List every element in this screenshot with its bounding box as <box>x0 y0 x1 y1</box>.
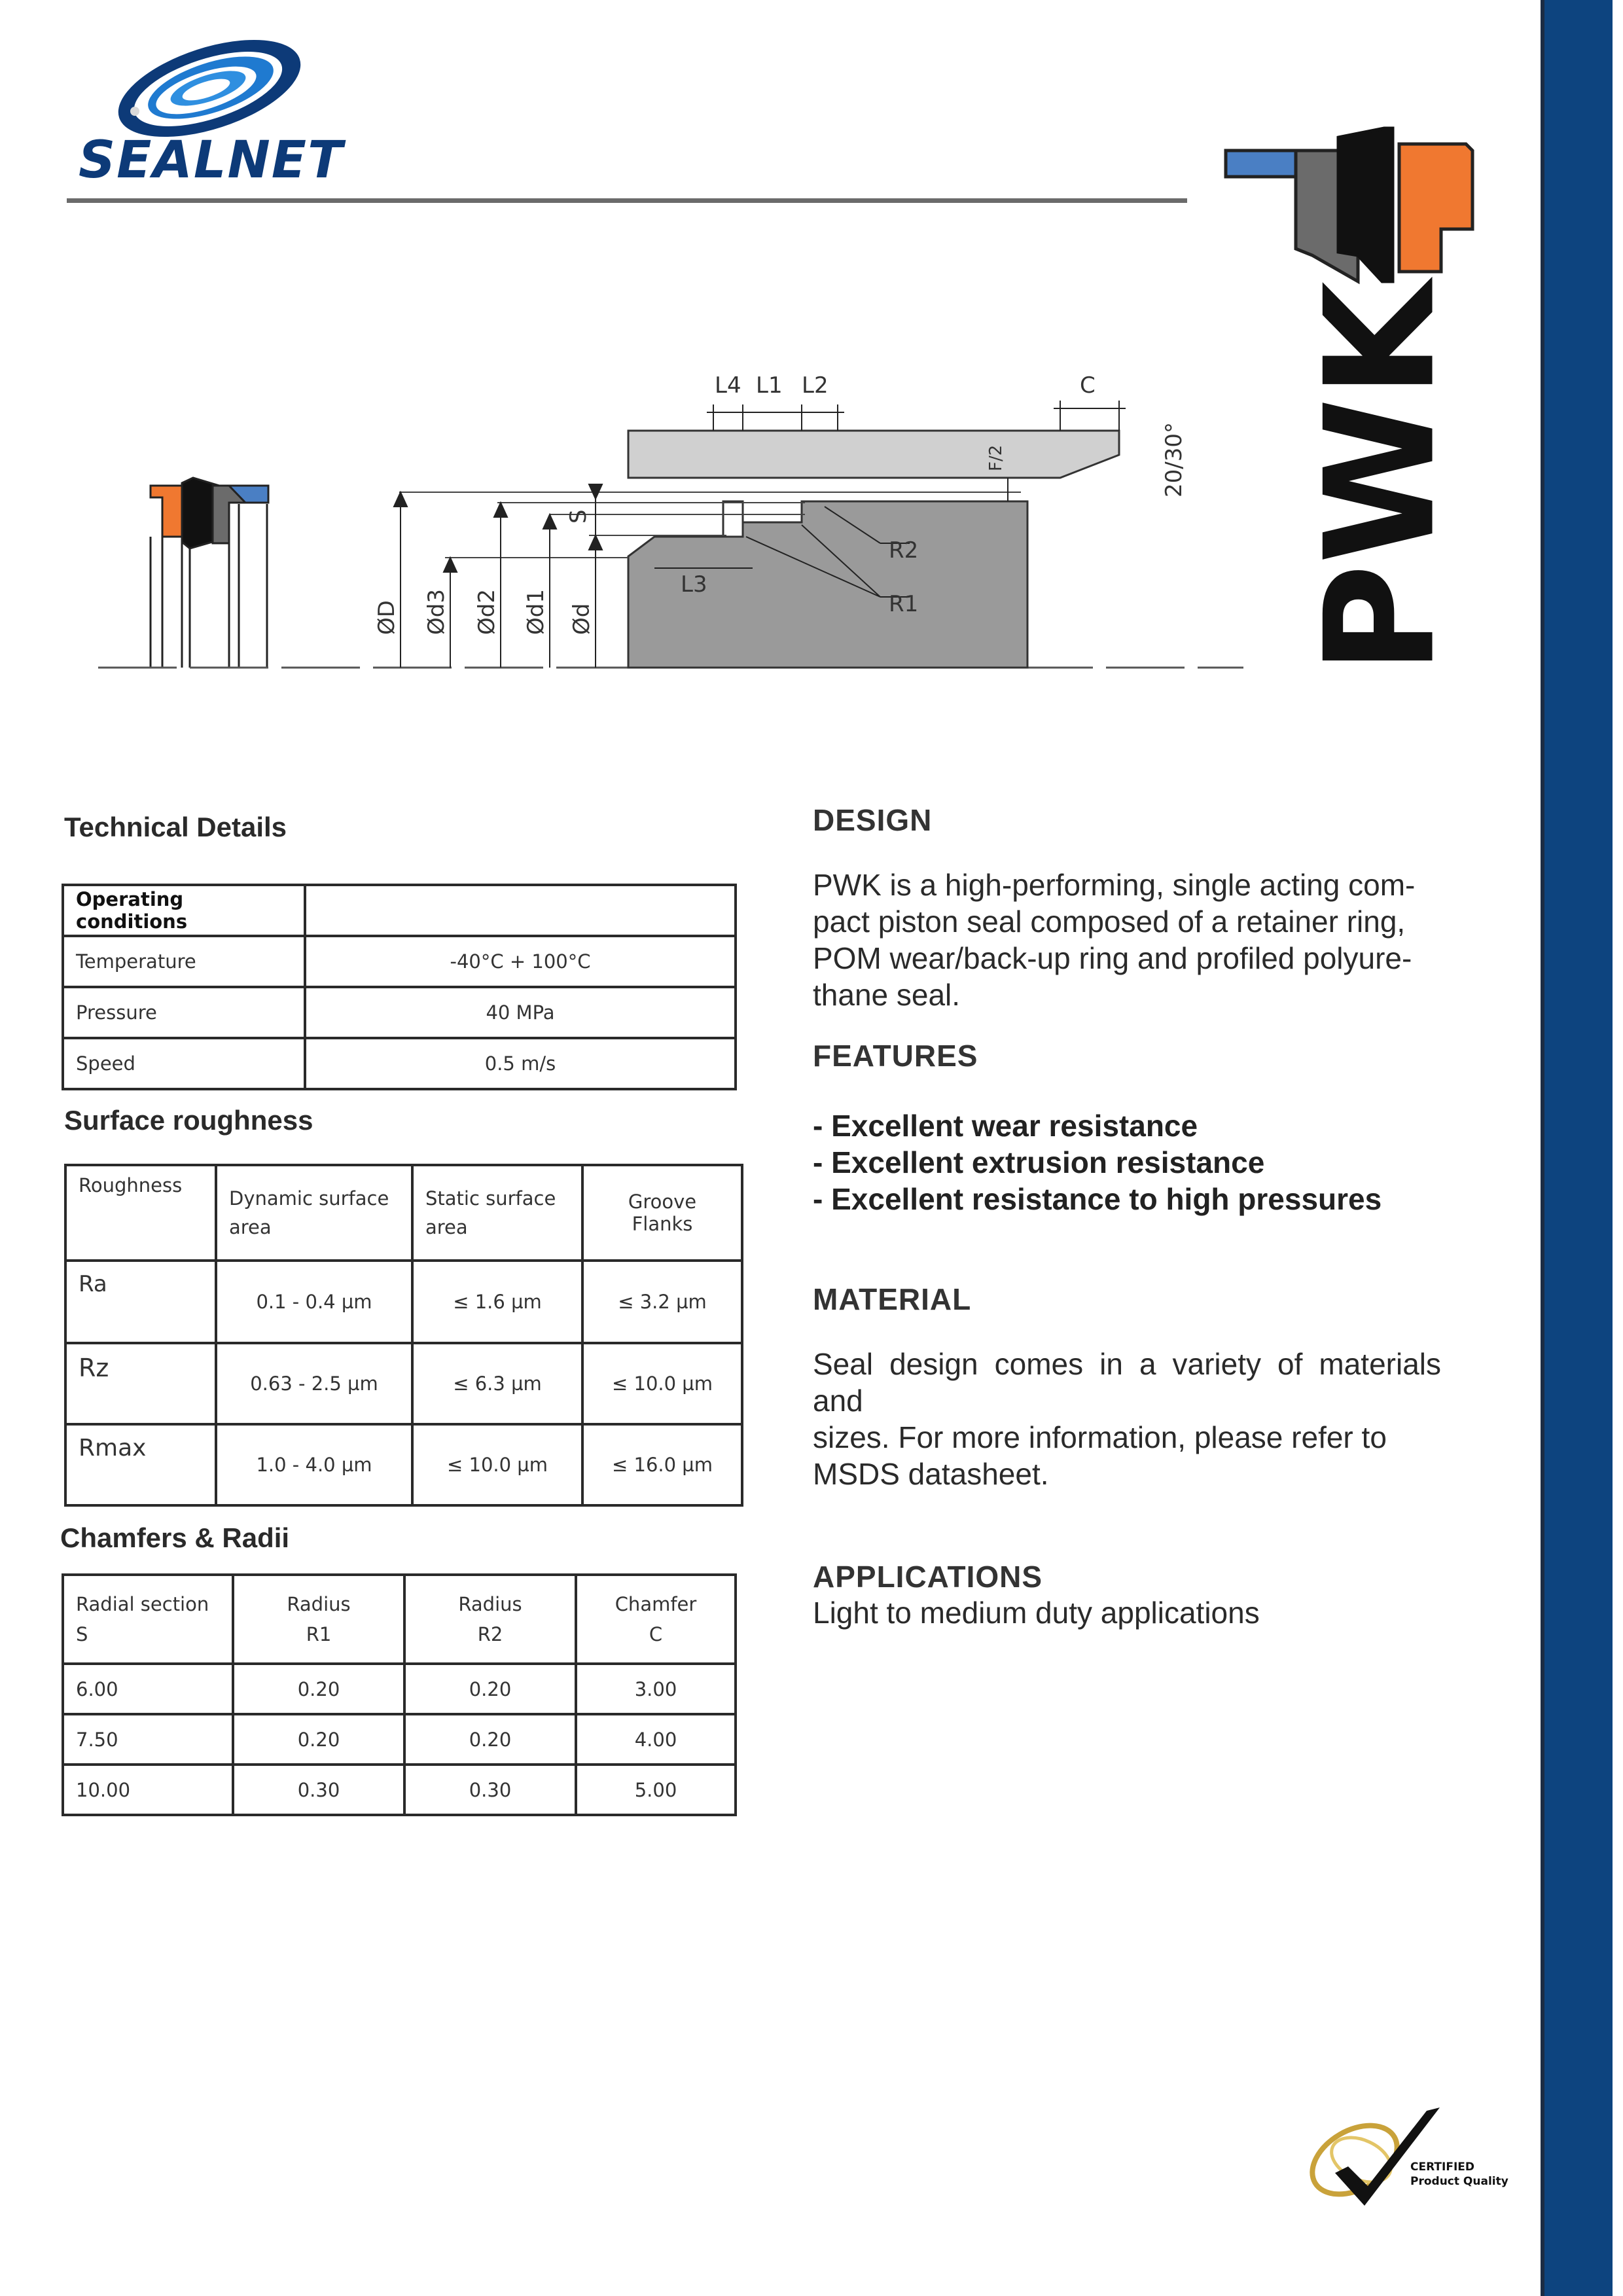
dim-label-l1: L1 <box>756 372 783 399</box>
list-item: - Excellent extrusion resistance <box>813 1145 1265 1179</box>
certified-badge <box>1296 2094 1512 2225</box>
table-row <box>63 1714 736 1765</box>
r1-value: 0.30 <box>233 1765 404 1815</box>
chamfers-table <box>62 1573 737 1816</box>
small-seal-section <box>151 478 268 668</box>
r1-value: 0.20 <box>233 1664 404 1714</box>
temperature-value: -40°C + 100°C <box>305 936 736 987</box>
logo-wordmark: SEALNET <box>79 131 344 190</box>
radial-section-header: Radial section S <box>63 1575 233 1664</box>
list-item: - Excellent wear resistance <box>813 1109 1198 1143</box>
radius-r2-header: Radius R2 <box>404 1575 576 1664</box>
dynamic-value: 0.63 - 2.5 µm <box>216 1343 412 1424</box>
features-heading: FEATURES <box>813 1039 978 1073</box>
static-value: ≤ 6.3 µm <box>412 1343 582 1424</box>
table-row <box>65 1261 742 1343</box>
table-row <box>65 1343 742 1424</box>
dim-label-s: S <box>565 509 592 524</box>
dim-label-od2: Ød2 <box>474 589 500 635</box>
r2-value: 0.20 <box>404 1664 576 1714</box>
dim-label-r1: R1 <box>889 591 919 617</box>
table-row <box>63 1765 736 1815</box>
static-header: Static surface area <box>412 1165 582 1261</box>
static-value: ≤ 1.6 µm <box>412 1261 582 1343</box>
dynamic-value: 0.1 - 0.4 µm <box>216 1261 412 1343</box>
dim-label-l4: L4 <box>715 372 741 399</box>
dim-label-od3: Ød3 <box>423 589 450 635</box>
design-heading: DESIGN <box>813 803 933 837</box>
static-value: ≤ 10.0 µm <box>412 1424 582 1505</box>
sealnet-logo <box>72 20 366 190</box>
dim-label-od1: Ød1 <box>523 589 549 635</box>
list-item: - Excellent resistance to high pressures <box>813 1182 1382 1216</box>
dim-label-od: Ød <box>569 603 595 635</box>
groove-value: ≤ 3.2 µm <box>582 1261 742 1343</box>
roughness-label: Ra <box>65 1261 216 1343</box>
description-column <box>813 802 1441 1631</box>
dynamic-header: Dynamic surface area <box>216 1165 412 1261</box>
design-text: PWK is a high-performing, single acting com- pact piston seal composed of a retainer ring, POM wear/back-up ring and profiled polyure- thane seal. <box>813 868 1416 1012</box>
chamfer-c-header: Chamfer C <box>576 1575 736 1664</box>
surface-roughness-table <box>64 1164 743 1507</box>
dim-label-l3: L3 <box>681 571 707 598</box>
table-row <box>65 1424 742 1505</box>
groove-value: ≤ 10.0 µm <box>582 1343 742 1424</box>
dim-label-od-outer: ØD <box>374 600 400 635</box>
groove-value: ≤ 16.0 µm <box>582 1424 742 1505</box>
seal-profile-icon <box>1224 124 1479 288</box>
pressure-value: 40 MPa <box>305 987 736 1038</box>
table-row <box>63 1575 736 1664</box>
material-heading: MATERIAL <box>813 1282 972 1316</box>
radial-section-value: 6.00 <box>63 1664 233 1714</box>
table-row <box>63 1664 736 1714</box>
speed-value: 0.5 m/s <box>305 1038 736 1089</box>
certified-label: CERTIFIED Product Quality <box>1410 2161 1508 2188</box>
table-row <box>63 1038 736 1089</box>
technical-details-heading: Technical Details <box>64 812 287 842</box>
operating-conditions-value <box>305 885 736 936</box>
dynamic-value: 1.0 - 4.0 µm <box>216 1424 412 1505</box>
operating-conditions-label: Operating conditions <box>63 885 305 936</box>
r1-value: 0.20 <box>233 1714 404 1765</box>
installation-drawing <box>92 347 1257 687</box>
radial-section-value: 7.50 <box>63 1714 233 1765</box>
temperature-label: Temperature <box>63 936 305 987</box>
pressure-label: Pressure <box>63 987 305 1038</box>
radius-r1-header: Radius R1 <box>233 1575 404 1664</box>
applications-text: Light to medium duty applications <box>813 1596 1260 1630</box>
roughness-header: Roughness <box>65 1165 216 1261</box>
dim-label-f2: F/2 <box>986 444 1006 471</box>
roughness-label: Rmax <box>65 1424 216 1505</box>
c-value: 4.00 <box>576 1714 736 1765</box>
material-text: Seal design comes in a variety of materials and sizes. For more information, please refer to MSDS datasheet. <box>813 1347 1441 1491</box>
sidebar-stripe <box>1534 0 1623 2296</box>
dim-label-r2: R2 <box>889 537 919 564</box>
radial-section-value: 10.00 <box>63 1765 233 1815</box>
surface-roughness-heading: Surface roughness <box>64 1105 313 1136</box>
speed-label: Speed <box>63 1038 305 1089</box>
product-code: PWK <box>1293 281 1469 675</box>
dim-label-l2: L2 <box>802 372 829 399</box>
table-row <box>65 1165 742 1261</box>
roughness-label: Rz <box>65 1343 216 1424</box>
dim-label-angle: 20/30° <box>1161 422 1187 497</box>
applications-heading: APPLICATIONS <box>813 1560 1043 1594</box>
c-value: 5.00 <box>576 1765 736 1815</box>
features-list <box>813 1107 1441 1217</box>
dim-label-c: C <box>1080 372 1096 399</box>
header-divider <box>67 198 1187 203</box>
r2-value: 0.30 <box>404 1765 576 1815</box>
table-row <box>63 885 736 936</box>
table-row <box>63 936 736 987</box>
table-row <box>63 987 736 1038</box>
technical-details-table <box>62 884 737 1090</box>
r2-value: 0.20 <box>404 1714 576 1765</box>
groove-header: Groove Flanks <box>582 1165 742 1261</box>
chamfers-heading: Chamfers & Radii <box>60 1522 290 1553</box>
c-value: 3.00 <box>576 1664 736 1714</box>
